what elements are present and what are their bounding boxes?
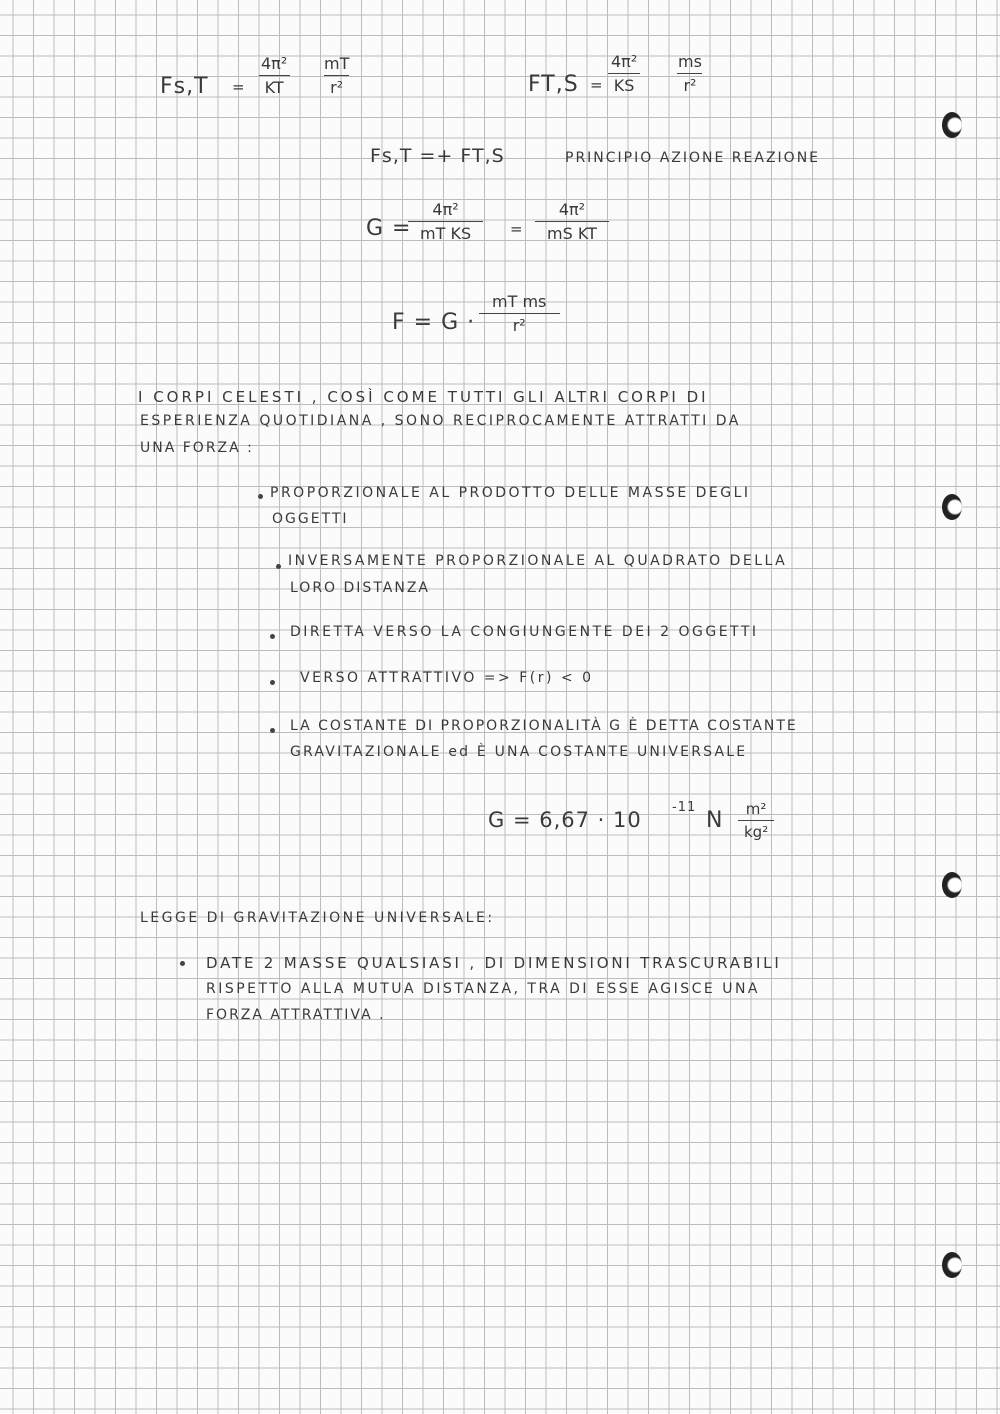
- eq2-f2-den: r²: [677, 73, 702, 95]
- gconst-fraction: [738, 800, 774, 841]
- eq4-f1-den: mT KS: [408, 221, 483, 243]
- law-line2: RISPETTO ALLA MUTUA DISTANZA, TRA DI ESSE AGISCE UNA: [206, 981, 760, 997]
- eq4-f2-den: mS KT: [535, 221, 609, 243]
- bullet-dot-1: [258, 494, 263, 499]
- law-bullet-dot: [180, 961, 185, 966]
- gconst-lhs: G = 6,67 · 10: [488, 808, 642, 832]
- bullet-2-line2: LORO DISTANZA: [290, 580, 430, 596]
- eq4-fraction-2: [535, 200, 609, 243]
- bullet-5-line2: GRAVITAZIONALE ed È UNA COSTANTE UNIVERSALE: [290, 744, 748, 760]
- eq2-fraction-2: [672, 52, 708, 95]
- bullet-dot-3: [270, 634, 275, 639]
- gconst-f-den: kg²: [738, 820, 774, 841]
- binder-hole-4: [942, 1252, 962, 1278]
- eq4-lhs: G =: [366, 216, 412, 241]
- eq4-fraction-1: [408, 200, 483, 243]
- gconst-f-num: m²: [745, 800, 767, 818]
- bullet-1-line1: PROPORZIONALE AL PRODOTTO DELLE MASSE DEGLI: [270, 485, 751, 501]
- eq1-f1-den: KT: [259, 75, 290, 97]
- eq4-f1-num: 4π²: [432, 200, 459, 219]
- eq2-equals: =: [590, 76, 604, 94]
- eq3-label: PRINCIPIO AZIONE REAZIONE: [565, 150, 821, 166]
- eq2-f1-den: KS: [608, 73, 641, 95]
- para1-line3: UNA FORZA :: [140, 440, 254, 456]
- eq2-f2-num: ms: [678, 52, 702, 71]
- bullet-4-line1: VERSO ATTRATTIVO => F(r) < 0: [300, 670, 594, 686]
- gconst-unit: N: [706, 808, 724, 833]
- eq1-fraction-1: [255, 54, 293, 97]
- bullet-dot-4: [270, 680, 275, 685]
- eq4-equals: =: [510, 220, 524, 238]
- eq1-fraction-2: [318, 54, 355, 97]
- law-title: LEGGE DI GRAVITAZIONE UNIVERSALE:: [140, 910, 495, 926]
- eq2-lhs: FT,S: [528, 72, 579, 97]
- eq1-f2-num: mT: [324, 54, 350, 73]
- eq1-f1-num: 4π²: [261, 54, 288, 73]
- para1-line2: ESPERIENZA QUOTIDIANA , SONO RECIPROCAMENTE ATTRATTI DA: [140, 413, 741, 429]
- gconst-exp: -11: [672, 800, 697, 815]
- binder-hole-3: [942, 872, 962, 898]
- eq1-f2-den: r²: [324, 75, 349, 97]
- bullet-2-line1: INVERSAMENTE PROPORZIONALE AL QUADRATO DELLA: [288, 553, 788, 569]
- law-line1: DATE 2 MASSE QUALSIASI , DI DIMENSIONI TRASCURABILI: [206, 954, 782, 972]
- bullet-dot-2: [276, 564, 281, 569]
- binder-hole-2: [942, 494, 962, 520]
- eq2-fraction-1: [605, 52, 643, 95]
- eq2-f1-num: 4π²: [611, 52, 638, 71]
- eq5-f-den: r²: [479, 313, 560, 335]
- eq1-equals: =: [232, 78, 246, 96]
- law-line3: FORZA ATTRATTIVA .: [206, 1007, 386, 1023]
- eq5-fraction: [478, 292, 560, 335]
- eq1-lhs: Fs,T: [160, 74, 209, 99]
- bullet-5-line1: LA COSTANTE DI PROPORZIONALITÀ G È DETTA COSTANTE: [290, 718, 798, 734]
- eq3-expr: Fs,T =+ FT,S: [370, 145, 505, 167]
- eq4-f2-num: 4π²: [558, 200, 586, 219]
- bullet-dot-5: [270, 728, 275, 733]
- eq5-f-num: mT ms: [492, 292, 547, 311]
- binder-hole-1: [942, 112, 962, 138]
- bullet-3-line1: DIRETTA VERSO LA CONGIUNGENTE DEI 2 OGGETTI: [290, 624, 759, 640]
- bullet-1-line2: OGGETTI: [272, 511, 349, 527]
- para1-line1: I CORPI CELESTI , COSÌ COME TUTTI GLI ALTRI CORPI DI: [138, 388, 709, 406]
- eq5-lhs: F = G ·: [392, 310, 476, 335]
